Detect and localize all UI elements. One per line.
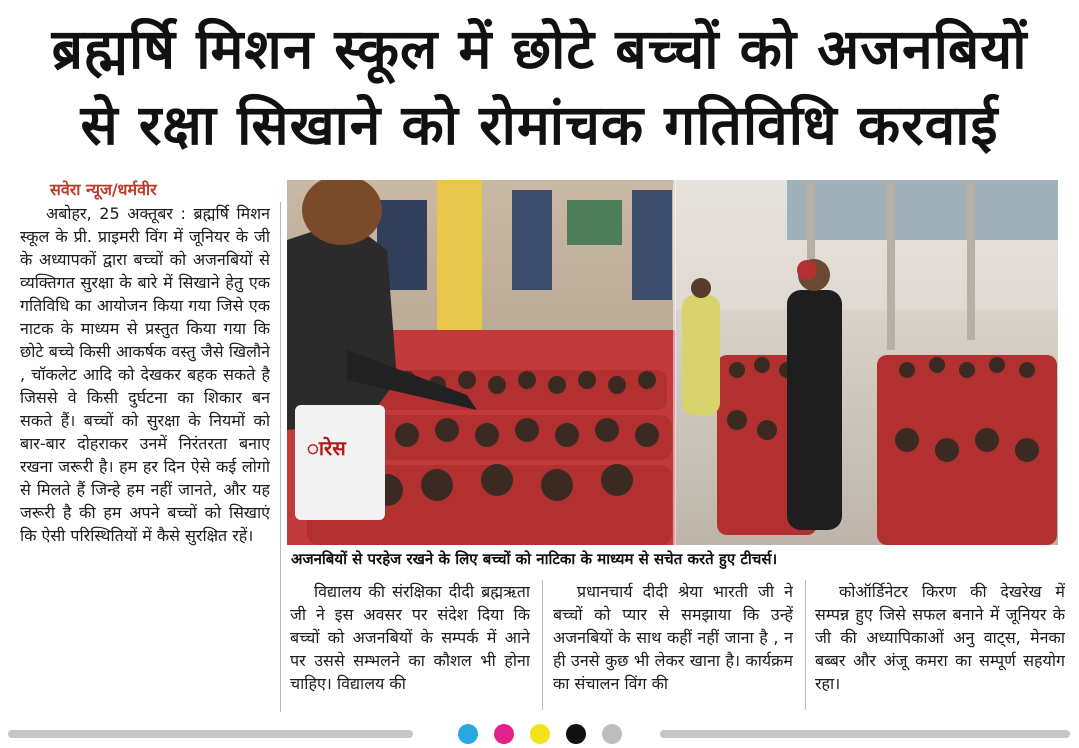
article-column-bottom-1 — [290, 580, 530, 710]
bag-text: ारेस — [307, 436, 346, 460]
grey-registration-dot — [602, 724, 622, 744]
print-registration-strip — [0, 718, 1079, 748]
column-divider — [542, 580, 543, 710]
article-paragraph: अबोहर, 25 अक्तूबर : ब्रह्मर्षि मिशन स्कूल के प्री. प्राइमरी विंग में जूनियर के जी के अध्यापकों द्वारा बच्चों को अजनबियों से व्यक्तिगत सुरक्षा के बारे में सिखाने हेतु एक गतिविधि का आयोजन किया गया जिसे एक नाटक के माध्यम से प्रस्तुत किया गया कि छोटे बच्चे किसी आकर्षक वस्तु जैसे खिलौने , चॉकलेट आदि को देखकर बहक सकते है जिससे वे किसी दुर्घटना का शिकार बन सकते हैं। बच्चों को सुरक्षा के नियमों को बार-बार दोहराकर उनमें निरंतरता बनाए रखना जरूरी है। हम हर दिन ऐसे कई लोगो से मिलते हैं जिन्हे हम नहीं जानते, और यह जरूरी है की हम अपने बच्चों को सिखाएं कि ऐसी परिस्थितियों में कैसे सुरक्षित रहें। — [20, 204, 270, 545]
photo-caption: अजनबियों से परहेज रखने के लिए बच्चों को नाटिका के माध्यम से सचेत करते हुए टीचर्स। — [291, 550, 778, 568]
article-paragraph: विद्यालय की संरक्षिका दीदी ब्रह्मऋता जी ने इस अवसर पर संदेश दिया कि बच्चों को अजनबियों के सम्पर्क में आने पर उससे सम्भलने का कौशल भी होना चाहिए। विद्यालय की — [290, 582, 530, 693]
byline: सवेरा न्यूज/धर्मवीर — [50, 180, 157, 199]
headline-line-1: ब्रह्मर्षि मिशन स्कूल में छोटे बच्चों को अजनबियों — [51, 17, 1028, 81]
news-photo-illustration — [287, 180, 1058, 545]
registration-bar — [660, 730, 1070, 738]
headline-line-2: से रक्षा सिखाने को रोमांचक गतिविधि करवाई — [80, 93, 999, 157]
magenta-registration-dot — [494, 724, 514, 744]
column-divider — [805, 580, 806, 710]
registration-bar — [8, 730, 413, 738]
article-column-bottom-3 — [815, 580, 1065, 710]
article-paragraph: प्रधानचार्य दीदी श्रेया भारती जी ने बच्चों को प्यार से समझाया कि उन्हें अजनबियों के साथ कहीं नहीं जाना है , न ही उनसे कुछ भी लेकर खाना है। कार्यक्रम का संचालन विंग की — [553, 582, 793, 693]
article-column-left — [20, 202, 270, 712]
news-photo — [287, 180, 1058, 545]
cyan-registration-dot — [458, 724, 478, 744]
black-registration-dot — [566, 724, 586, 744]
article-paragraph: कोऑर्डिनेटर किरण की देखरेख में सम्पन्न हुए जिसे सफल बनाने में जूनियर के जी की अध्यापिकाओं अनु वाट्स, मेनका बब्बर और अंजू कमरा का सम्पूर्ण सहयोग रहा। — [815, 582, 1065, 693]
headline — [0, 0, 1079, 170]
yellow-registration-dot — [530, 724, 550, 744]
article-column-bottom-2 — [553, 580, 793, 710]
column-divider — [280, 202, 281, 712]
